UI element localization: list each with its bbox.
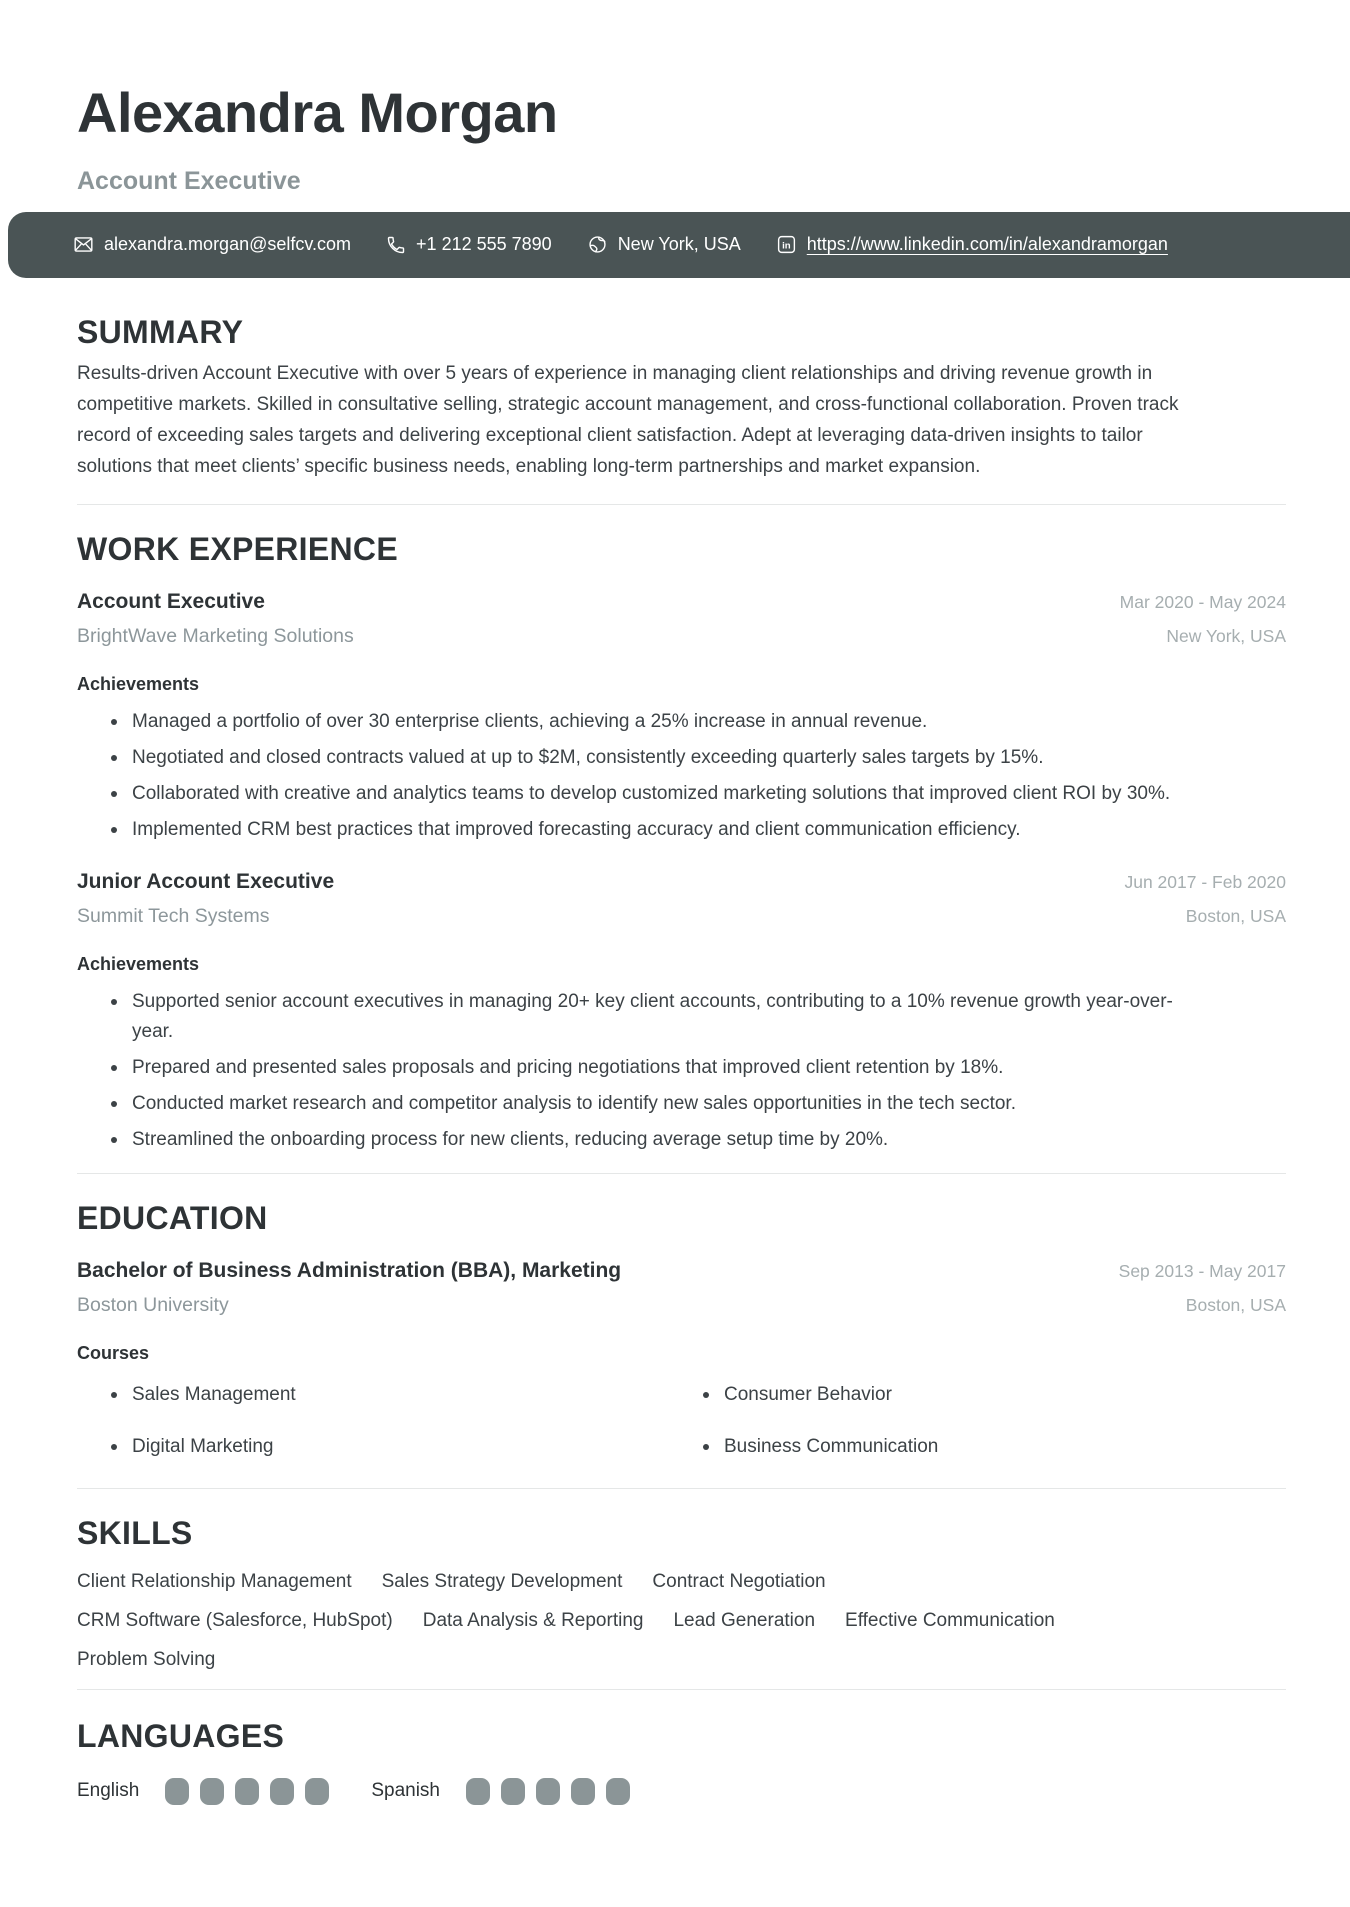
section-divider (77, 1488, 1286, 1489)
language-name: English (77, 1780, 140, 1802)
language-level-dot (305, 1778, 329, 1805)
skill-item: Data Analysis & Reporting (422, 1609, 644, 1631)
contact-location-text: New York, USA (617, 234, 741, 255)
languages-list (77, 1778, 1286, 1805)
work-entry-left (77, 867, 334, 931)
language-level (466, 1778, 630, 1805)
linkedin-icon (776, 234, 797, 255)
work-entry-title: Junior Account Executive (77, 869, 335, 893)
work-entry-header (77, 587, 1286, 651)
contact-phone-text: +1 212 555 7890 (416, 234, 552, 255)
education-location: Boston, USA (1185, 1294, 1286, 1315)
work-entry-left (77, 587, 354, 651)
skill-item: Contract Negotiation (652, 1570, 826, 1592)
work-entry (77, 587, 1286, 845)
achievement-item: Managed a portfolio of over 30 enterprise clients, achieving a 25% increase in annual revenue. (77, 707, 1192, 737)
contact-location (587, 234, 741, 255)
phone-icon (386, 235, 406, 255)
course-item: Consumer Behavior (669, 1380, 1286, 1410)
work-entry-dates: Jun 2017 - Feb 2020 (1124, 871, 1286, 892)
skill-item: Sales Strategy Development (381, 1570, 623, 1592)
summary-heading: SUMMARY (77, 313, 244, 350)
language-level-dot (501, 1778, 525, 1805)
skills-row (77, 1606, 1286, 1636)
person-name: Alexandra Morgan (77, 81, 558, 144)
work-entry (77, 867, 1286, 1155)
education-entry-header (77, 1256, 1286, 1320)
course-item: Sales Management (77, 1380, 669, 1410)
courses-label: Courses (77, 1342, 150, 1363)
language-level-dot (200, 1778, 224, 1805)
education-entry-right (1119, 1256, 1286, 1320)
work-entry-location: New York, USA (1166, 625, 1286, 646)
contact-email-text: alexandra.morgan@selfcv.com (104, 234, 352, 255)
skill-item: Effective Communication (845, 1609, 1055, 1631)
summary-paragraph: Results-driven Account Executive with over 5 years of experience in managing client relationships and driving revenue growth in competitive markets. Skilled in consultative selling, strategic account management, and cross-functional collaboration. Proven track record of exceeding sales targets and delivering exceptional client satisfaction. Adept at leveraging data-driven insights to tailor solutions that meet clients’ specific business needs, enabling long-term partnerships and market expansion. (77, 362, 1179, 477)
skill-item: CRM Software (Salesforce, HubSpot) (77, 1609, 393, 1631)
linkedin-link[interactable]: https://www.linkedin.com/in/alexandramorgan (806, 234, 1168, 255)
resume-body (0, 312, 1350, 1805)
achievement-item: Streamlined the onboarding process for new clients, reducing average setup time by 20%. (77, 1125, 1192, 1155)
work-entry-dates: Mar 2020 - May 2024 (1119, 591, 1286, 612)
course-item: Business Communication (669, 1432, 1286, 1462)
globe-icon (587, 234, 608, 255)
language-level-dot (571, 1778, 595, 1805)
header (0, 0, 1350, 196)
contact-linkedin (776, 234, 1168, 255)
skills-list (77, 1567, 1286, 1675)
language-level-dot (165, 1778, 189, 1805)
envelope-icon (73, 234, 94, 255)
education-dates: Sep 2013 - May 2017 (1118, 1260, 1286, 1281)
section-skills (77, 1513, 1286, 1675)
work-entry-company: BrightWave Marketing Solutions (77, 624, 354, 647)
language-item (77, 1778, 329, 1805)
section-education (77, 1198, 1286, 1462)
language-level (165, 1778, 329, 1805)
work-entry-company: Summit Tech Systems (77, 904, 270, 927)
section-divider (77, 1689, 1286, 1690)
achievements-label: Achievements (77, 673, 200, 694)
language-name: Spanish (371, 1780, 440, 1802)
skills-heading: SKILLS (77, 1514, 193, 1551)
education-degree: Bachelor of Business Administration (BBA), Marketing (77, 1258, 622, 1282)
education-entry-left (77, 1256, 621, 1320)
contact-phone (386, 234, 552, 255)
section-divider (77, 1173, 1286, 1174)
course-item: Digital Marketing (77, 1432, 669, 1462)
achievements-list (77, 707, 1192, 845)
language-level-dot (606, 1778, 630, 1805)
work-entry-right (1120, 587, 1286, 651)
contact-bar (8, 212, 1350, 278)
achievements-label: Achievements (77, 953, 200, 974)
achievement-item: Prepared and presented sales proposals and pricing negotiations that improved client retention by 18%. (77, 1053, 1192, 1083)
section-languages (77, 1716, 1286, 1805)
achievement-item: Implemented CRM best practices that improved forecasting accuracy and client communication efficiency. (77, 815, 1192, 845)
skill-item: Lead Generation (673, 1609, 816, 1631)
skills-row (77, 1645, 1286, 1675)
education-school: Boston University (77, 1293, 229, 1316)
section-summary (77, 312, 1286, 482)
skill-item: Client Relationship Management (77, 1570, 352, 1592)
skills-row (77, 1567, 1286, 1597)
svg-text:in: in (781, 240, 791, 252)
achievement-item: Negotiated and closed contracts valued at up to $2M, consistently exceeding quarterly sales targets by 15%. (77, 743, 1192, 773)
achievement-item: Conducted market research and competitor analysis to identify new sales opportunities in the tech sector. (77, 1089, 1192, 1119)
courses-list (77, 1380, 1286, 1462)
contact-email (73, 234, 351, 255)
language-item (371, 1778, 630, 1805)
section-divider (77, 504, 1286, 505)
language-level-dot (536, 1778, 560, 1805)
work-entry-location: Boston, USA (1185, 905, 1286, 926)
work-entry-title: Account Executive (77, 589, 265, 613)
person-job-title: Account Executive (77, 166, 301, 195)
skill-item: Problem Solving (77, 1648, 216, 1670)
achievement-item: Collaborated with creative and analytics teams to develop customized marketing solutions that improved client ROI by 30%. (77, 779, 1192, 809)
language-level-dot (466, 1778, 490, 1805)
achievements-list (77, 987, 1192, 1155)
languages-heading: LANGUAGES (77, 1717, 285, 1754)
achievement-item: Supported senior account executives in managing 20+ key client accounts, contributing to a 10% revenue growth year-over-year. (77, 987, 1192, 1047)
work-entry-right (1124, 867, 1286, 931)
work-entry-header (77, 867, 1286, 931)
language-level-dot (235, 1778, 259, 1805)
education-heading: EDUCATION (77, 1199, 268, 1236)
language-level-dot (270, 1778, 294, 1805)
work-experience-heading: WORK EXPERIENCE (77, 530, 398, 567)
section-work-experience (77, 529, 1286, 1155)
